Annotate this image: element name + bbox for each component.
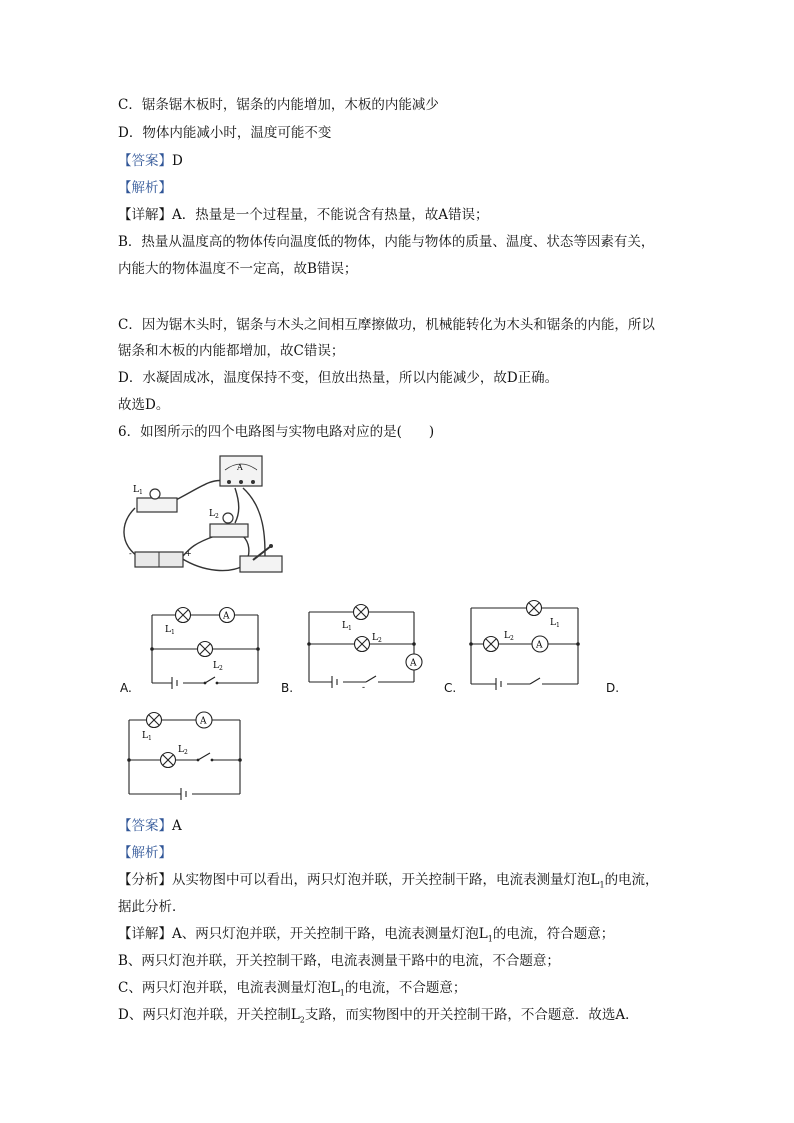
d-ammeter-label: A — [200, 716, 207, 727]
detail-tag-2: 【详解】 — [118, 926, 172, 942]
fenxi-sub: 1 — [599, 880, 605, 890]
fenxi-line-1 — [118, 871, 659, 895]
lamp-l2-sub: 2 — [215, 513, 219, 520]
battery-minus: - — [129, 549, 132, 558]
circuit-diagram-c — [466, 596, 586, 690]
detail-line-1 — [118, 206, 489, 224]
fenxi-text-1-end: 的电流， — [604, 872, 659, 888]
a-ammeter-label: A — [223, 611, 230, 622]
option-d-label: D. — [606, 681, 620, 695]
answer-value: D — [172, 153, 183, 169]
lamp-l1-sub: 1 — [139, 489, 143, 496]
detail-line-7: 故选D。 — [118, 397, 170, 413]
d-l1-label: L — [142, 731, 148, 741]
a-l2-label: L — [213, 661, 219, 671]
analysis-tag-2: 【解析】 — [118, 845, 172, 861]
detail-a: A．热量是一个过程量，不能说含有热量，故A错误； — [172, 207, 489, 223]
fenxi-tag: 【分析】 — [118, 872, 172, 888]
a-l2-sub: 2 — [219, 665, 223, 672]
answer-tag: 【答案】 — [118, 153, 172, 169]
c-l1-sub: 1 — [556, 622, 560, 629]
b-minus-mark: - — [362, 683, 366, 690]
b-l1-label: L — [342, 621, 348, 631]
circuit-diagram-b — [304, 596, 432, 690]
fenxi-text-1: 从实物图中可以看出，两只灯泡并联，开关控制干路，电流表测量灯泡L — [172, 872, 600, 888]
b-l2-label: L — [372, 633, 378, 643]
analysis-tag: 【解析】 — [118, 180, 172, 196]
explain-d-sub: 2 — [299, 1015, 305, 1025]
answer-line-2 — [118, 817, 182, 835]
explain-c-text: C、两只灯泡并联，电流表测量灯泡L — [118, 980, 340, 996]
question-6: 6．如图所示的四个电路图与实物电路对应的是( ) — [118, 424, 435, 440]
fenxi-line-2: 据此分析． — [118, 899, 186, 915]
explain-d-end: 支路，而实物图中的开关控制干路，不合题意．故选A． — [304, 1007, 639, 1023]
detail-line-4: C．因为锯木头时，锯条与木头之间相互摩擦做功，机械能转化为木头和锯条的内能，所以 — [118, 317, 655, 333]
detail-line-2: B．热量从温度高的物体传向温度低的物体，内能与物体的质量、温度、状态等因素有关， — [118, 234, 655, 250]
option-c-label: C. — [444, 681, 457, 695]
c-ammeter-label: A — [536, 640, 543, 651]
explain-line-4 — [118, 1006, 639, 1030]
lamp-l1-label: L — [133, 485, 139, 495]
analysis-tag-line — [118, 179, 172, 197]
option-a-label: A. — [120, 681, 132, 695]
option-c-line: C．锯条锯木板时，锯条的内能增加，木板的内能减少 — [118, 97, 439, 113]
explain-c-end: 的电流，不合题意； — [344, 980, 467, 996]
d-l2-sub: 2 — [184, 749, 188, 756]
circuit-diagram-a — [147, 603, 263, 689]
b-l1-sub: 1 — [348, 625, 352, 632]
explain-line-1 — [118, 925, 614, 949]
answer-tag-2: 【答案】 — [118, 818, 172, 834]
explain-a-sub: 1 — [487, 934, 493, 944]
detail-tag: 【详解】 — [118, 207, 172, 223]
explain-a-end: 的电流，符合题意； — [492, 926, 615, 942]
detail-line-6: D．水凝固成冰，温度保持不变，但放出热量，所以内能减少，故D正确。 — [118, 370, 559, 386]
option-b-label: B. — [281, 681, 294, 695]
c-l2-sub: 2 — [510, 635, 514, 642]
explain-line-2: B、两只灯泡并联，开关控制干路，电流表测量干路中的电流，不合题意； — [118, 953, 560, 969]
b-l2-sub: 2 — [378, 637, 382, 644]
circuit-diagram-d — [124, 708, 246, 804]
b-ammeter-label: A — [410, 658, 417, 669]
c-l2-label: L — [504, 631, 510, 641]
analysis-tag-line-2 — [118, 844, 172, 862]
detail-line-5: 锯条和木板的内能都增加，故C错误； — [118, 343, 345, 359]
ammeter-label: A — [237, 463, 243, 472]
explain-line-3 — [118, 979, 466, 1003]
lamp-l2-label: L — [209, 509, 215, 519]
battery-plus: + — [185, 549, 192, 558]
detail-line-3: 内能大的物体温度不一定高，故B错误； — [118, 261, 358, 277]
explain-d-text: D、两只灯泡并联，开关控制L — [118, 1007, 300, 1023]
answer-line-1 — [118, 152, 183, 170]
explain-a-text: A、两只灯泡并联，开关控制干路，电流表测量灯泡L — [172, 926, 488, 942]
c-l1-label: L — [550, 618, 556, 628]
a-l1-sub: 1 — [171, 629, 175, 636]
physical-circuit-figure — [115, 448, 295, 580]
d-l2-label: L — [178, 745, 184, 755]
option-d-line: D．物体内能减小时，温度可能不变 — [118, 125, 332, 141]
answer-value-2: A — [172, 818, 182, 834]
a-l1-label: L — [165, 625, 171, 635]
d-l1-sub: 1 — [148, 735, 152, 742]
explain-c-sub: 1 — [339, 988, 345, 998]
